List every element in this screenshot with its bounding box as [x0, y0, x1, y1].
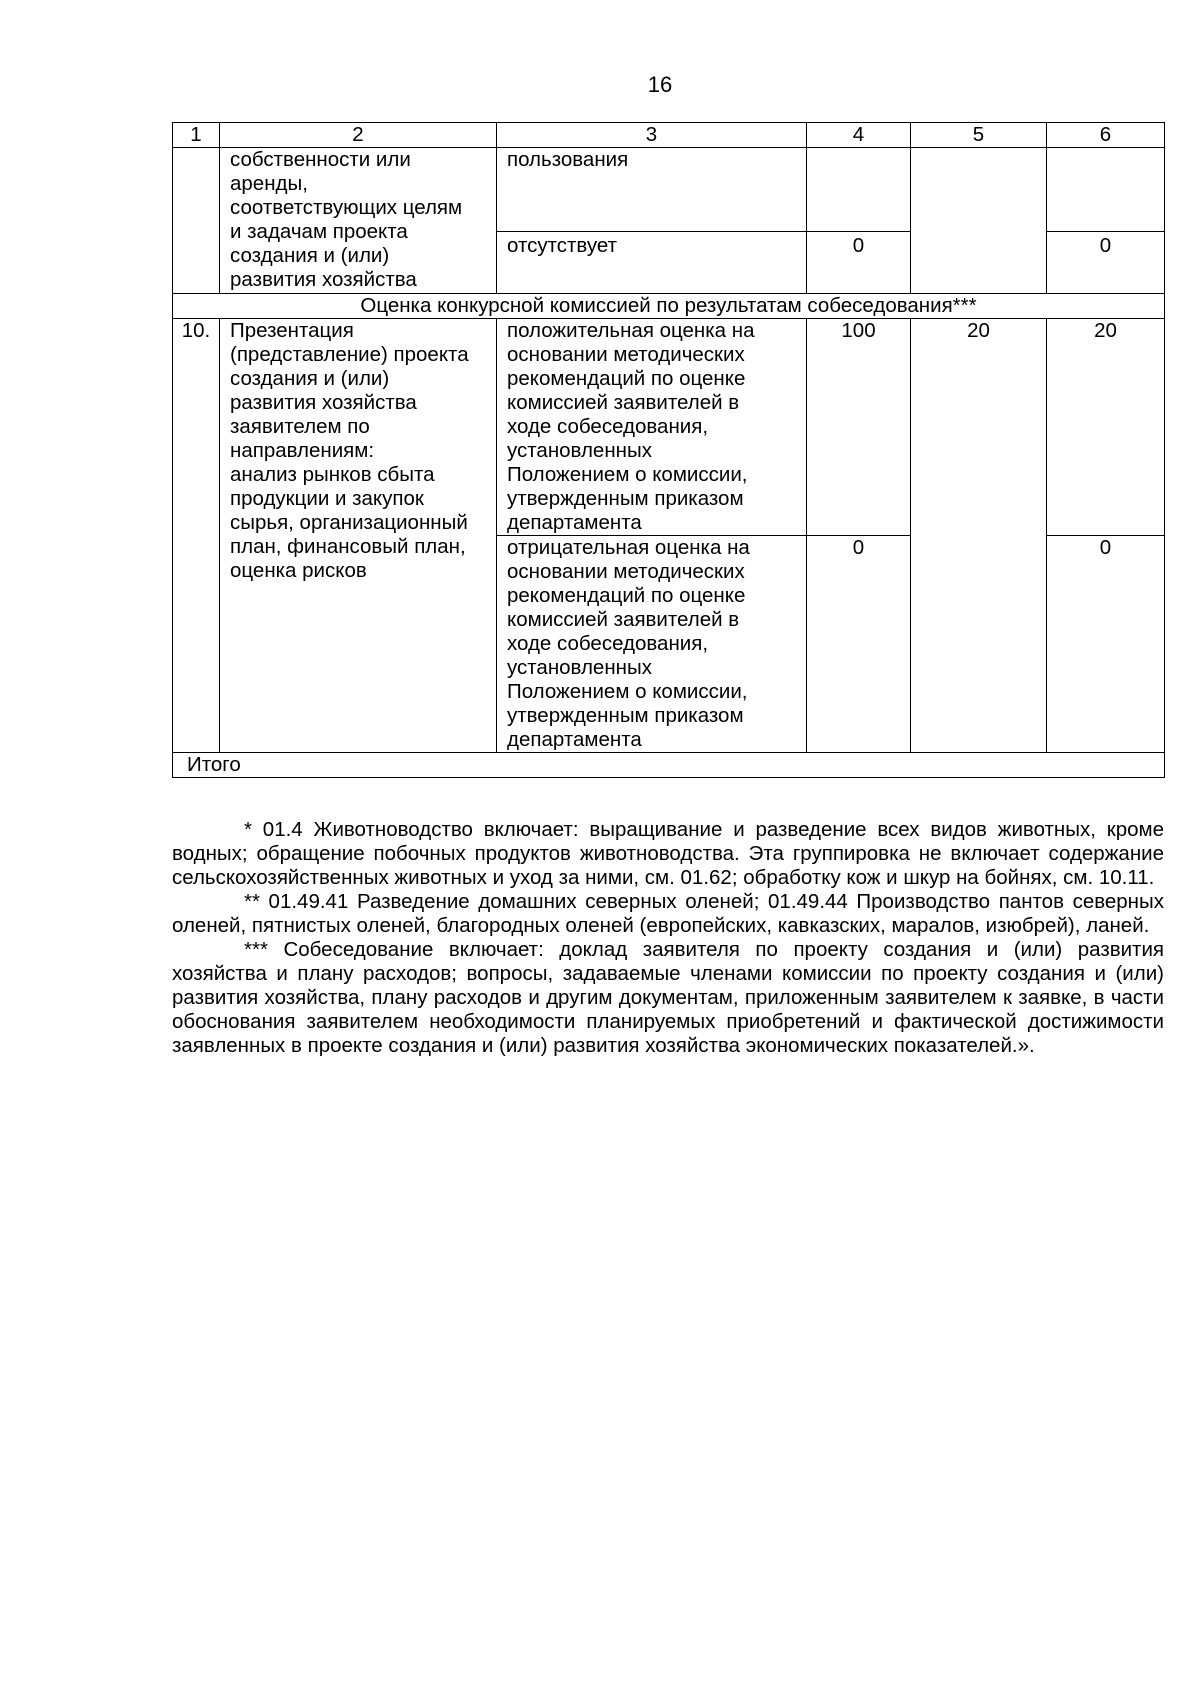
header-col-5: 5 — [911, 123, 1047, 148]
criterion-weight: 20 — [911, 319, 1047, 753]
option-a-score — [807, 148, 911, 232]
continuation-weight-cell — [911, 148, 1047, 294]
header-col-1: 1 — [173, 123, 220, 148]
option-b-weighted: 0 — [1047, 232, 1165, 294]
positive-score: 100 — [807, 319, 911, 536]
table-row — [173, 148, 1165, 232]
header-col-3: 3 — [497, 123, 807, 148]
continuation-number-cell — [173, 148, 220, 294]
page-number: 16 — [647, 72, 673, 97]
table-header-row — [173, 123, 1165, 148]
total-row — [173, 753, 1165, 778]
header-col-2: 2 — [220, 123, 497, 148]
criteria-table — [172, 122, 1165, 778]
header-col-4: 4 — [807, 123, 911, 148]
footnote-2: ** 01.49.41 Разведение домашних северных оленей; 01.49.44 Производство пантов северных оленей, пятнистых оленей, благородных оленей (европейских, кавказских, маралов, изюбрей), ланей. — [172, 890, 1164, 937]
table-row — [173, 319, 1165, 536]
continuation-criterion-cell: собственности или аренды, соответствующих целям и задачам проекта создания и (или) развития хозяйства — [220, 148, 497, 294]
criterion-10-description: Презентация (представление) проекта создания и (или) развития хозяйства заявителем по направлениям: анализ рынков сбыта продукции и закупок сырья, организационный план, финансовый план, оценка рисков — [220, 319, 497, 753]
section-row — [173, 294, 1165, 319]
footnote-1: * 01.4 Животноводство включает: выращивание и разведение всех видов животных, кроме водных; обращение побочных продуктов животноводства. Эта группировка не включает содержание сельскохозяйственных животных и уход за ними, см. 01.62; обработку кож и шкур на бойнях, см. 10.11. — [172, 818, 1164, 889]
footnotes — [172, 818, 1164, 1058]
option-a-weighted — [1047, 148, 1165, 232]
footnote-3: *** Собеседование включает: доклад заявителя по проекту создания и (или) развития хозяйства и плану расходов; вопросы, задаваемые членами комиссии по проекту создания и (или) развития хозяйства, плану расходов и другим документам, приложенным заявителем к заявке, в части обоснования заявителем необходимости планируемых приобретений и фактической достижимости заявленных в проекте создания и (или) развития хозяйства экономических показателей.». — [172, 938, 1164, 1057]
option-b-description: отсутствует — [497, 232, 807, 294]
section-title: Оценка конкурсной комиссией по результатам собеседования*** — [173, 294, 1165, 319]
criterion-number: 10. — [173, 319, 220, 753]
negative-score: 0 — [807, 536, 911, 753]
positive-assessment-description: положительная оценка на основании методических рекомендаций по оценке комиссией заявителей в ходе собеседования, установленных Положением о комиссии, утвержденным приказом департамента — [497, 319, 807, 536]
negative-assessment-description: отрицательная оценка на основании методических рекомендаций по оценке комиссией заявителей в ходе собеседования, установленных Положением о комиссии, утвержденным приказом департамента — [497, 536, 807, 753]
negative-weighted-score: 0 — [1047, 536, 1165, 753]
positive-weighted-score: 20 — [1047, 319, 1165, 536]
option-b-score: 0 — [807, 232, 911, 294]
header-col-6: 6 — [1047, 123, 1165, 148]
option-a-description: пользования — [497, 148, 807, 232]
total-label: Итого — [173, 753, 1165, 778]
